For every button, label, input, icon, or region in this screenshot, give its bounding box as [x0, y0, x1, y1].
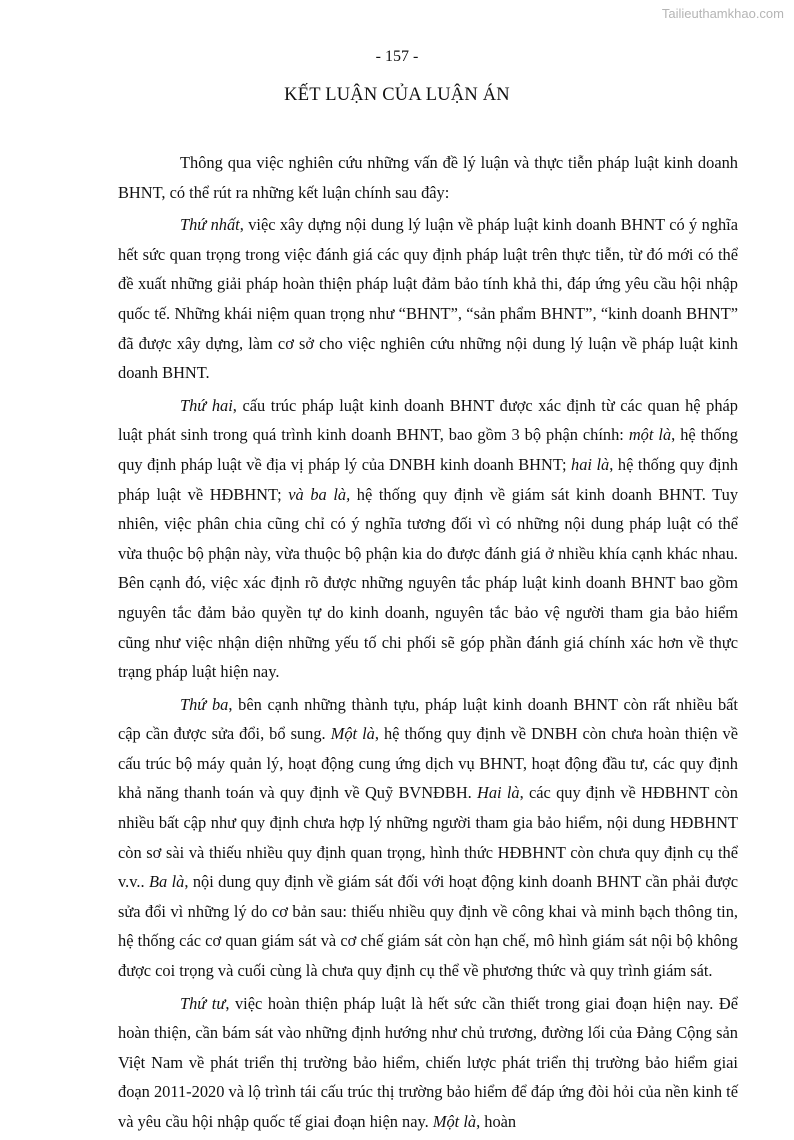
emphasis-text: Một là — [330, 724, 375, 744]
emphasis-text: hai là — [571, 454, 610, 474]
paragraph-text: , bên cạnh những thành tựu, pháp luật kinh doanh BHNT còn rất nhiều bất cập cần được sửa đổi, bổ sung. — [118, 694, 738, 744]
paragraph-text: , việc xây dựng nội dung lý luận về pháp luật kinh doanh BHNT có ý nghĩa hết sức quan trọng trong việc đánh giá các quy định pháp luật trên thực tiễn, từ đó mới có thể đề xuất những giải pháp hoàn thiện pháp luật đảm bảo tính khả thi, đáp ứng yêu cầu hội nhập quốc tế. Những khái niệm quan trọng như “BHNT”, “sản phẩm BHNT”, “kinh doanh BHNT” đã được xây dựng, làm cơ sở cho việc nghiên cứu những nội dung lý luận về pháp luật kinh doanh BHNT. — [118, 215, 739, 383]
emphasis-text: Hai là — [477, 783, 520, 803]
paragraph-text: , hệ thống quy định pháp luật về HĐBHNT; — [118, 454, 738, 504]
paragraph-intro — [118, 148, 738, 207]
page-number: - 157 - — [375, 48, 419, 65]
paragraph-text: , việc hoàn thiện pháp luật là hết sức cần thiết trong giai đoạn hiện nay. Để hoàn thiện, cần bám sát vào những định hướng như chủ trương, đường lối của Đảng Cộng sản Việt Nam về phát triển thị trường bảo hiểm, chiến lược phát triển thị trường bảo hiểm giai đoạn 2011-2020 và lộ trình tái cấu trúc thị trường bảo hiểm để đáp ứng đòi hỏi của nền kinh tế và yêu cầu hội nhập quốc tế giai đoạn hiện nay. — [118, 993, 739, 1131]
emphasis-text: Thứ hai — [180, 395, 233, 415]
paragraph-text: hệ thống quy định về giám sát kinh doanh BHNT. Tuy nhiên, việc phân chia cũng chỉ có ý nghĩa tương đối vì có những nội dung pháp luật có thể vừa thuộc bộ phận này, vừa thuộc bộ phận kia do được đánh giá ở nhiều khía cạnh khác nhau. Bên cạnh đó, việc xác định rõ được những nguyên tắc pháp luật kinh doanh BHNT bao gồm nguyên tắc đảm bảo quyền tự do kinh doanh, nguyên tắc bảo vệ người tham gia bảo hiểm cũng như việc nhận diện những yếu tố chi phối sẽ góp phần đánh giá chính xác hơn về thực trạng pháp luật hiện nay. — [118, 484, 739, 682]
paragraph-text: , cấu trúc pháp luật kinh doanh BHNT được xác định từ các quan hệ pháp luật phát sinh trong quá trình kinh doanh BHNT, bao gồm 3 bộ phận chính: — [118, 395, 739, 445]
watermark: Tailieuthamkhao.com — [661, 6, 784, 21]
emphasis-text: Thứ nhất — [180, 215, 240, 235]
paragraph-thu-hai — [118, 391, 738, 687]
paragraph-thu-ba — [118, 690, 738, 986]
paragraph-text: , hoàn — [476, 1112, 517, 1131]
emphasis-text: một là — [628, 425, 672, 445]
emphasis-text: Một là — [432, 1112, 477, 1131]
emphasis-text: và ba là, — [288, 484, 351, 504]
page-title: KẾT LUẬN CỦA LUẬN ÁN — [284, 85, 510, 105]
paragraph-text: , hệ thống quy định pháp luật về địa vị pháp lý của DNBH kinh doanh BHNT; — [118, 425, 738, 474]
emphasis-text: Ba là — [148, 872, 185, 892]
paragraph-text: , các quy định về HĐBHNT còn nhiều bất cập như quy định chưa hợp lý những người tham gia bảo hiểm, nội dung HĐBHNT còn sơ sài và thiếu nhiều quy định quan trọng, hình thức HĐBHNT còn chưa quy định cụ thể v.v.. — [118, 783, 738, 892]
paragraph-text: , nội dung quy định về giám sát đối với hoạt động kinh doanh BHNT cần phải được sửa đổi vì những lý do cơ bản sau: thiếu nhiều quy định về công khai và minh bạch thông tin, hệ thống các cơ quan giám sát và cơ chế giám sát còn hạn chế, mô hình giám sát nội bộ không được coi trọng và cuối cùng là chưa quy định cụ thể về phương thức và quy trình giám sát. — [118, 872, 738, 981]
emphasis-text: Thứ ba — [180, 694, 229, 714]
paragraph-text: Thông qua việc nghiên cứu những vấn đề lý luận và thực tiễn pháp luật kinh doanh BHNT, có thể rút ra những kết luận chính sau đây: — [118, 153, 738, 202]
paragraph-thu-nhat — [118, 210, 738, 388]
paragraph-text: , hệ thống quy định về DNBH còn chưa hoàn thiện về cấu trúc bộ máy quản lý, hoạt động cung ứng dịch vụ BHNT, hoạt động đầu tư, các quy định khả năng thanh toán và quy định về Quỹ BVNĐBH. — [118, 724, 739, 803]
document-body — [118, 148, 738, 1140]
emphasis-text: Thứ tư — [180, 993, 226, 1013]
paragraph-thu-tu — [118, 989, 738, 1137]
